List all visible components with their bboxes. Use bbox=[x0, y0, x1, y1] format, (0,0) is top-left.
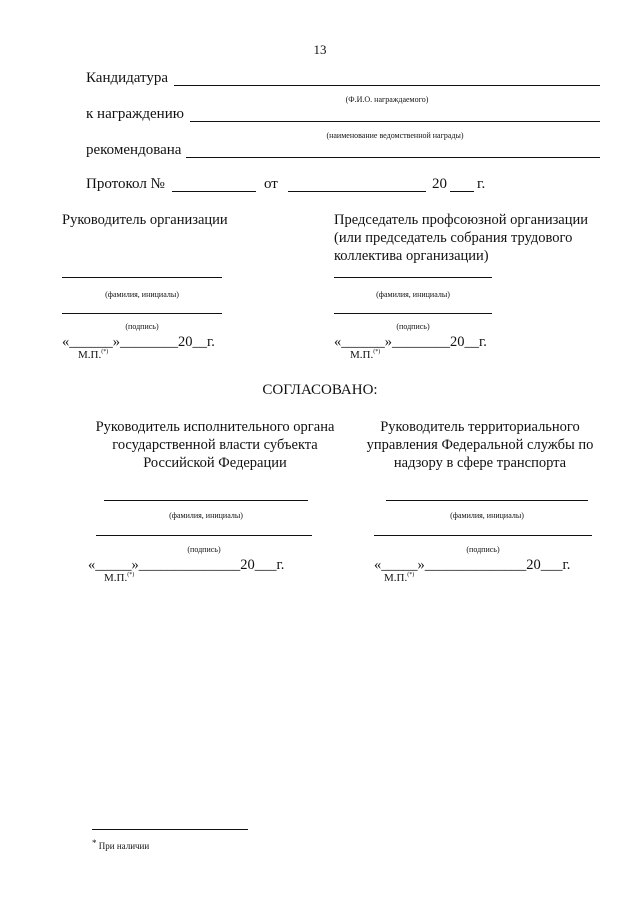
left-signature-field[interactable] bbox=[62, 313, 222, 314]
approve-right-name-field[interactable] bbox=[386, 500, 588, 501]
approve-left-date-line: «_____»______________20___г. bbox=[88, 557, 285, 573]
award-label: к награждению bbox=[86, 106, 184, 122]
right-block-title: Председатель профсоюзной организации (или председатель собрания трудового коллектива организации) bbox=[334, 212, 589, 264]
approve-left-name-field[interactable] bbox=[104, 500, 308, 501]
left-name-caption: (фамилия, инициалы) bbox=[105, 290, 179, 299]
approve-left-title: Руководитель исполнительного органа государственной власти субъекта Российской Федерации bbox=[95, 419, 335, 471]
from-label: от bbox=[264, 176, 278, 192]
approve-right-title: Руководитель территориального управления Федеральной службы по надзору в сфере транспорта bbox=[366, 419, 594, 471]
approve-right-name-caption: (фамилия, инициалы) bbox=[450, 511, 524, 520]
recommended-field[interactable] bbox=[186, 157, 600, 158]
page-number: 13 bbox=[313, 42, 327, 57]
protocol-year-field[interactable] bbox=[450, 191, 474, 192]
right-name-caption: (фамилия, инициалы) bbox=[376, 290, 450, 299]
year-suffix: г. bbox=[477, 176, 486, 192]
left-date-line: «______»________20__г. bbox=[62, 334, 215, 350]
approve-right-signature-field[interactable] bbox=[374, 535, 592, 536]
approve-left-signature-field[interactable] bbox=[96, 535, 312, 536]
left-signature-caption: (подпись) bbox=[125, 322, 159, 331]
left-stamp: М.П.(*) bbox=[78, 349, 109, 361]
footnote-separator bbox=[92, 829, 248, 830]
protocol-label: Протокол № bbox=[86, 176, 165, 192]
right-signature-field[interactable] bbox=[334, 313, 492, 314]
right-stamp: М.П.(*) bbox=[350, 349, 381, 361]
candidacy-caption: (Ф.И.О. награждаемого) bbox=[345, 95, 429, 104]
approve-left-stamp: М.П.(*) bbox=[104, 572, 135, 584]
left-name-field[interactable] bbox=[62, 277, 222, 278]
footnote: * При наличии bbox=[92, 838, 150, 851]
right-name-field[interactable] bbox=[334, 277, 492, 278]
candidacy-label: Кандидатура bbox=[86, 70, 169, 86]
right-date-line: «______»________20__г. bbox=[334, 334, 487, 350]
protocol-number-field[interactable] bbox=[172, 191, 256, 192]
protocol-date-field[interactable] bbox=[288, 191, 426, 192]
left-block-title: Руководитель организации bbox=[62, 212, 228, 228]
recommended-label: рекомендована bbox=[86, 142, 182, 158]
right-signature-caption: (подпись) bbox=[396, 322, 430, 331]
candidacy-field[interactable] bbox=[174, 85, 600, 86]
approve-right-signature-caption: (подпись) bbox=[466, 545, 500, 554]
year-prefix: 20 bbox=[432, 176, 447, 192]
approved-heading: СОГЛАСОВАНО: bbox=[262, 382, 378, 398]
award-caption: (наименование ведомственной награды) bbox=[326, 131, 464, 140]
approve-left-name-caption: (фамилия, инициалы) bbox=[169, 511, 243, 520]
award-field[interactable] bbox=[190, 121, 600, 122]
approve-left-signature-caption: (подпись) bbox=[187, 545, 221, 554]
approve-right-stamp: М.П.(*) bbox=[384, 572, 415, 584]
approve-right-date-line: «_____»______________20___г. bbox=[374, 557, 571, 573]
